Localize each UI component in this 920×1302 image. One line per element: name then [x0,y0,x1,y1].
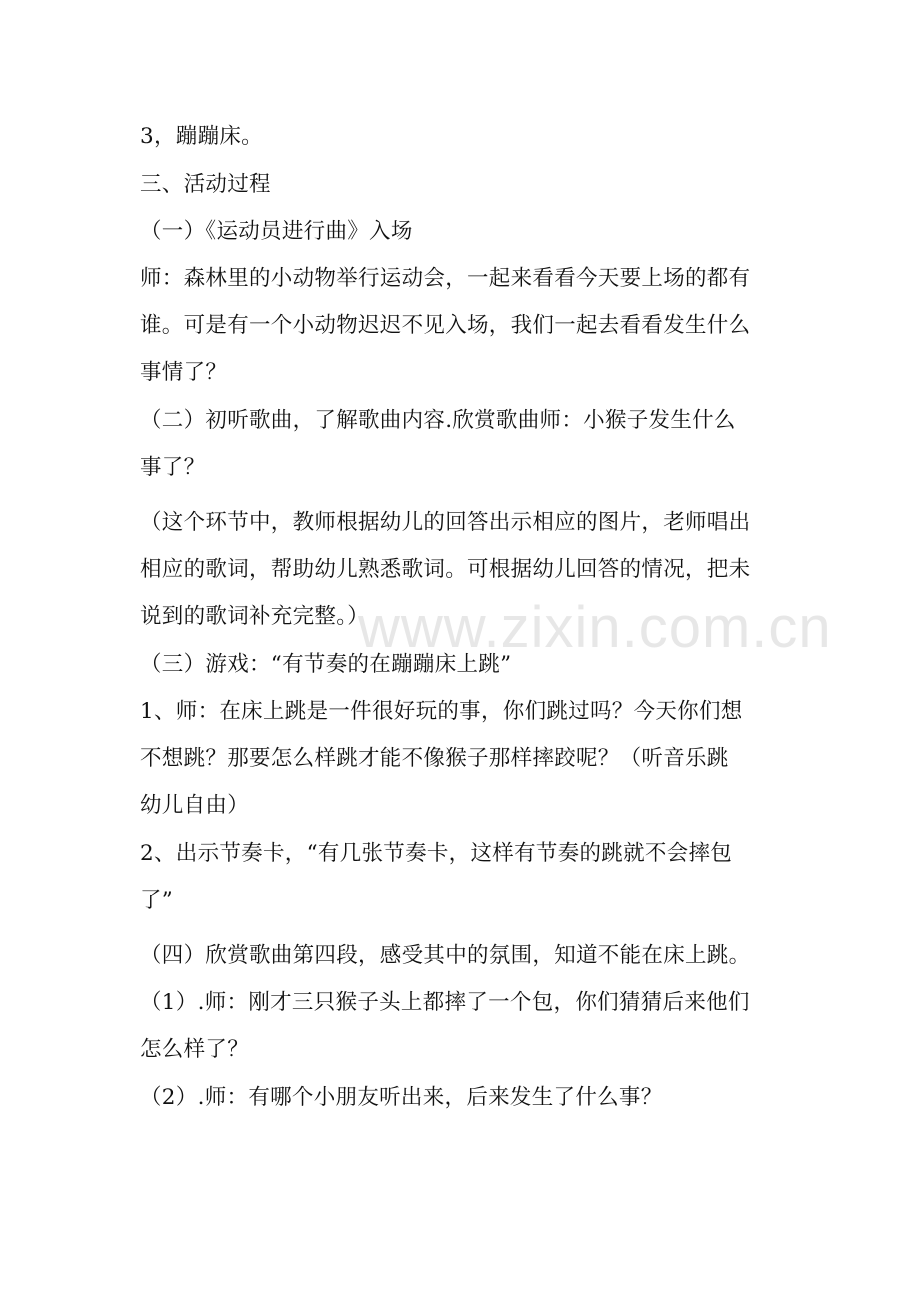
subsection-heading: （一）《运动员进行曲》入场 [140,219,413,244]
subsection-heading: （二）初听歌曲，了解歌曲内容.欣赏歌曲师：小猴子发生什么 [140,408,736,433]
text-line: 2、出示节奏卡，“有几张节奏卡，这样有节奏的跳就不会摔包 [140,841,733,866]
text-line: 不想跳？那要怎么样跳才能不像猴子那样摔跤呢？（听音乐跳 [140,746,729,771]
text-line: 幼儿自由） [140,793,250,818]
text-line: （1）.师：刚才三只猴子头上都摔了一个包，你们猜猜后来他们 [140,990,750,1015]
watermark: www.zixin.com.cn [358,595,832,660]
text-line: 怎么样了？ [140,1037,250,1062]
text-line: 谁。可是有一个小动物迟迟不见入场，我们一起去看看发生什么 [140,313,751,338]
text-line: 相应的歌词，帮助幼儿熟悉歌词。可根据幼儿回答的情况，把未 [140,557,751,582]
text-line: 事了？ [140,455,206,480]
subsection-heading: （三）游戏：“有节奏的在蹦蹦床上跳” [140,652,512,677]
text-line: （2）.师：有哪个小朋友听出来，后来发生了什么事？ [140,1085,663,1110]
text-line: 3，蹦蹦床。 [140,124,263,149]
subsection-heading: （四）欣赏歌曲第四段，感受其中的氛围，知道不能在床上跳。 [140,943,751,968]
text-line: 事情了？ [140,360,228,385]
text-line: 说到的歌词补充完整。） [140,604,370,629]
text-line: 了” [140,888,174,913]
section-heading: 三、活动过程 [140,172,271,197]
text-line: （这个环节中，教师根据幼儿的回答出示相应的图片，老师唱出 [140,510,751,535]
text-line: 师：森林里的小动物举行运动会，一起来看看今天要上场的都有 [140,266,751,291]
text-line: 1、师：在床上跳是一件很好玩的事，你们跳过吗？今天你们想 [140,699,743,724]
